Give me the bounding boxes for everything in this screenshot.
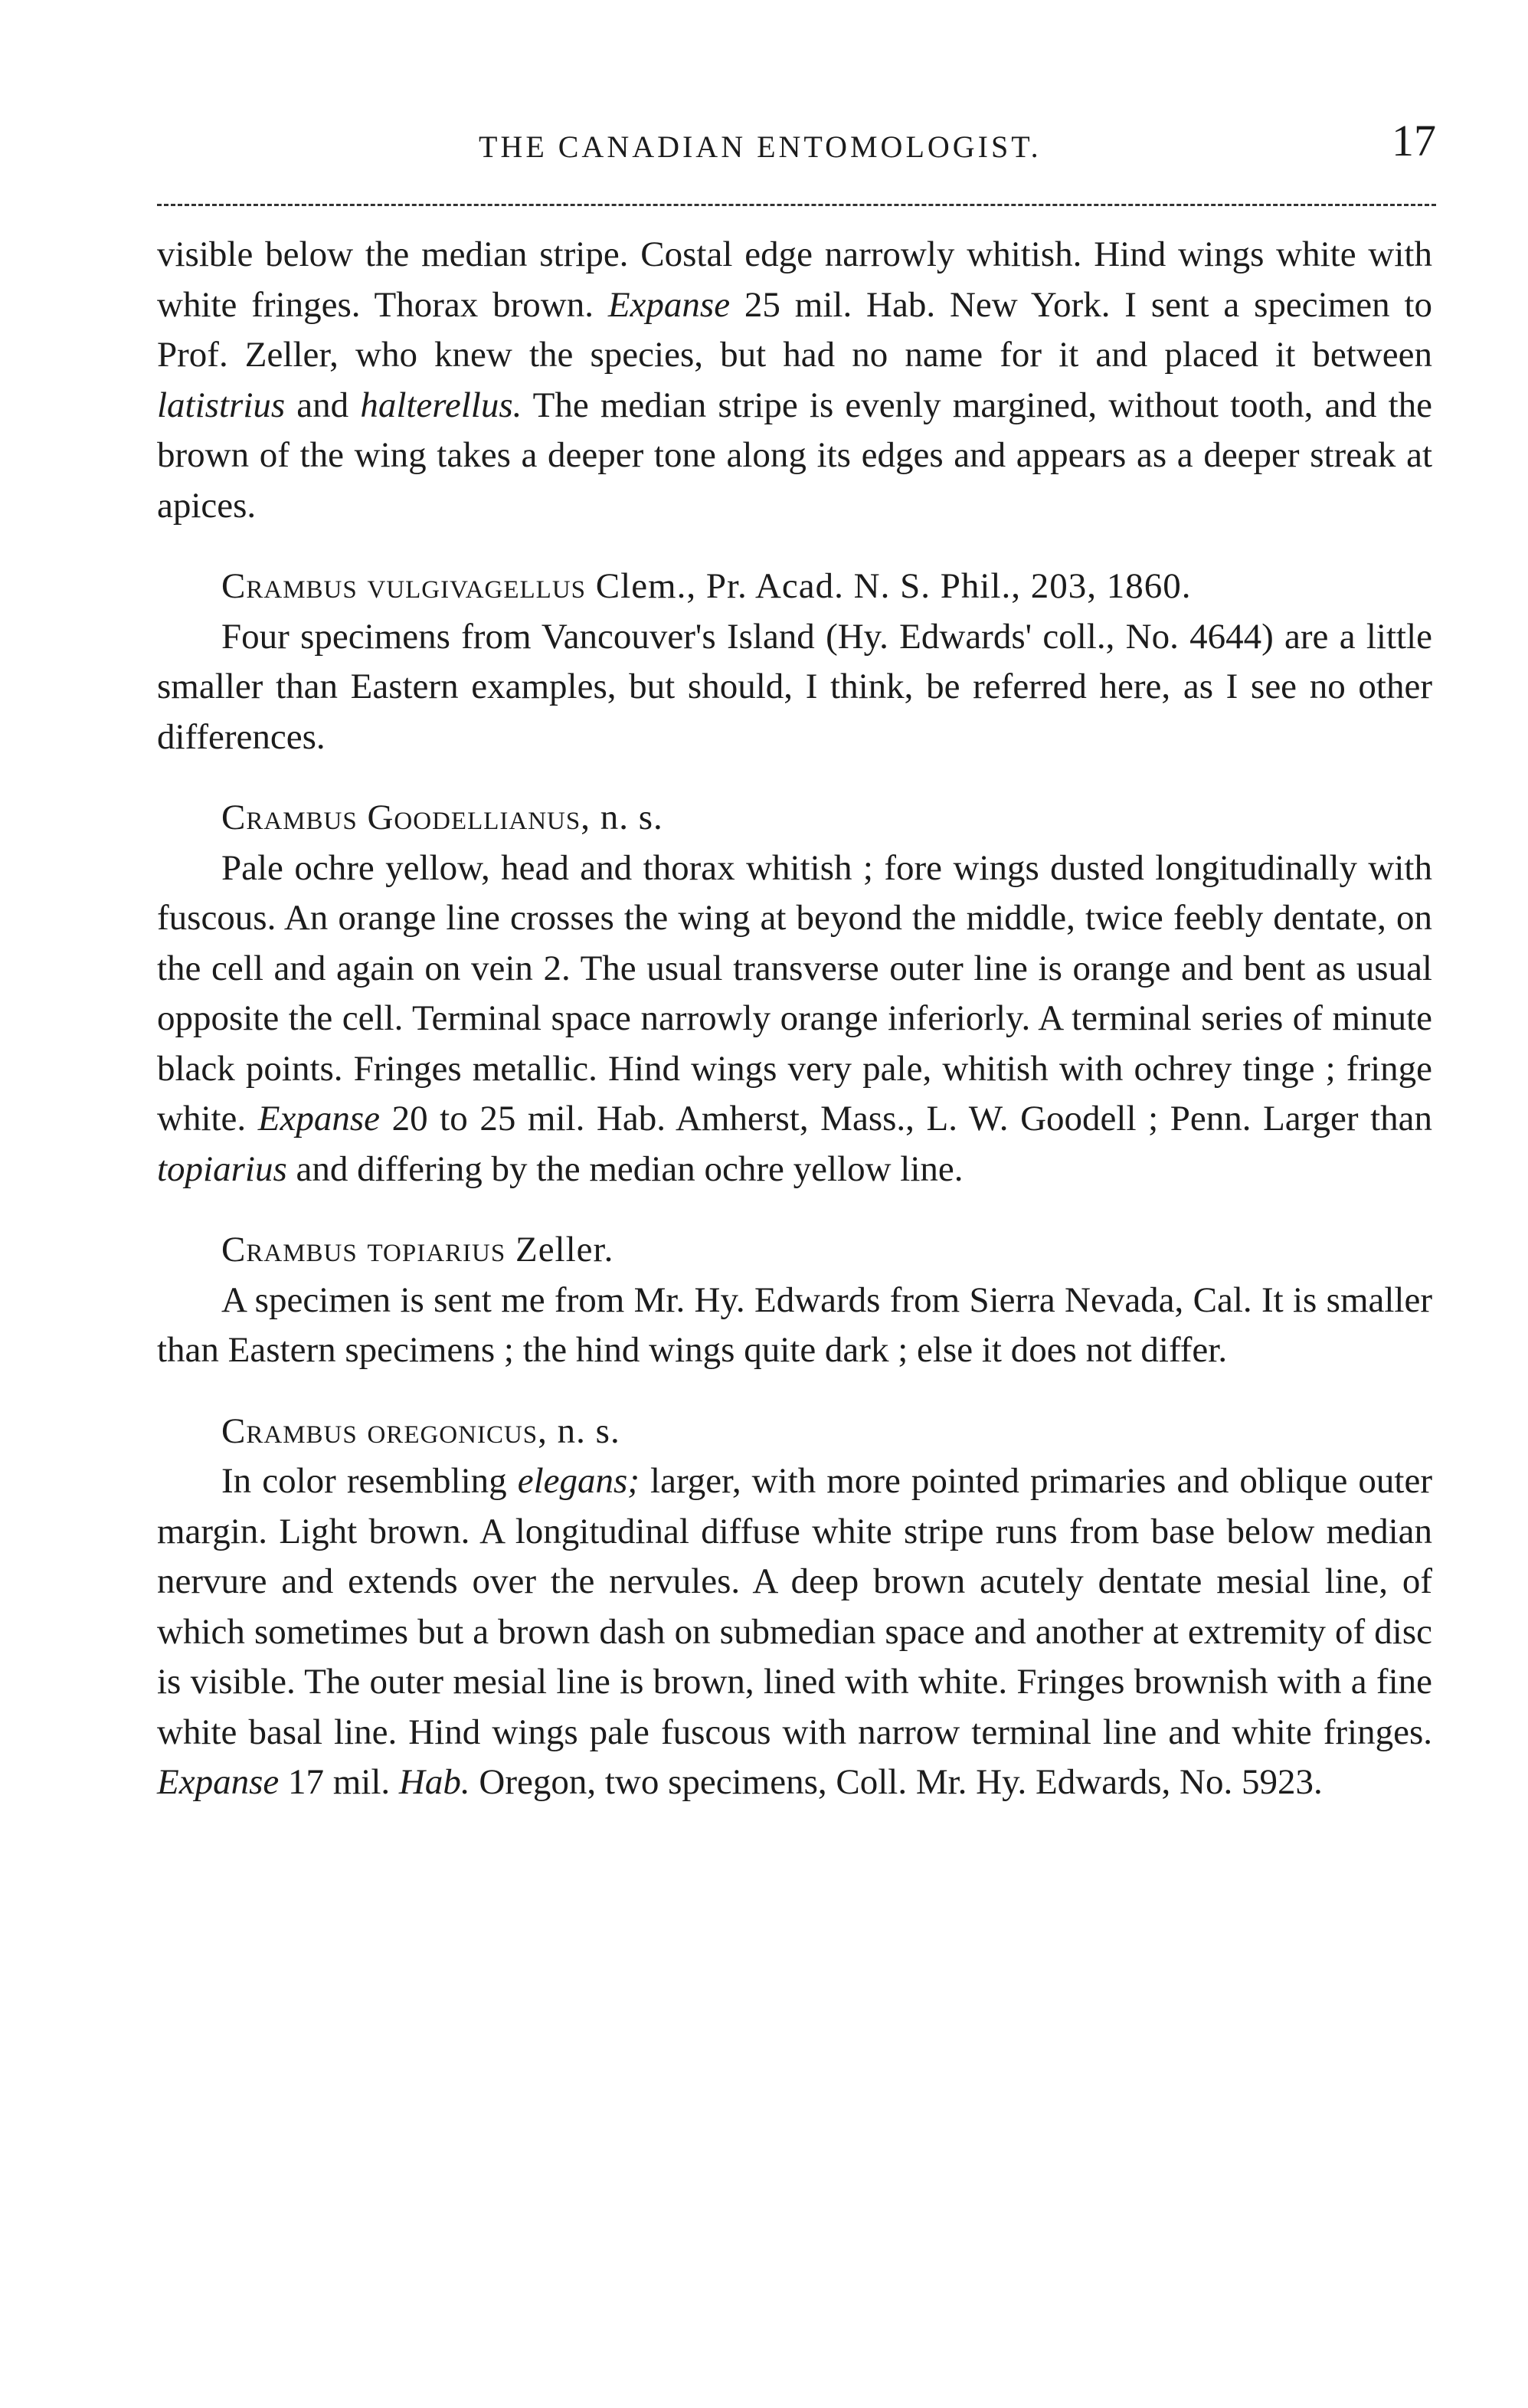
species-entry [157, 230, 1432, 531]
text-run: In color resembling [221, 1461, 518, 1501]
species-name: Crambus Goodellianus [221, 798, 581, 837]
running-title: THE CANADIAN ENTOMOLOGIST. [479, 129, 1042, 164]
text-run: and differing by the median ochre yellow line. [286, 1148, 964, 1189]
description-paragraph [157, 230, 1432, 531]
page-body [157, 230, 1432, 1808]
text-run: visible below the median stripe. Costal edge narrowly whitish. Hind wings white with white fringes. Thorax brown. [157, 234, 1432, 325]
text-run: 17 mil. [279, 1762, 399, 1802]
description-paragraph [157, 1456, 1432, 1808]
italic-text: topiarius [157, 1148, 287, 1189]
text-run: and [285, 385, 361, 425]
species-citation: , n. s. [538, 1410, 620, 1451]
text-run: The median stripe is evenly margined, without tooth, and the brown of the wing takes a deeper tone along its edges and appears as a deeper streak at apices. [157, 385, 1432, 526]
italic-text: halterellus. [360, 385, 522, 425]
species-heading [157, 1407, 1432, 1457]
italic-text: Expanse [257, 1099, 380, 1138]
species-heading [157, 1225, 1432, 1276]
description-paragraph [157, 612, 1432, 763]
italic-text: Expanse [157, 1762, 280, 1802]
species-heading [157, 793, 1432, 844]
species-entry [157, 1225, 1432, 1376]
species-heading [157, 562, 1432, 612]
species-entry [157, 562, 1432, 762]
italic-text: latistrius [157, 385, 286, 425]
species-citation: , n. s. [581, 798, 663, 837]
description-paragraph [157, 844, 1432, 1195]
text-run: A specimen is sent me from Mr. Hy. Edwards from Sierra Nevada, Cal. It is smaller than Eastern specimens ; the hind wings quite dark ; else it does not differ. [157, 1279, 1432, 1370]
species-name: Crambus vulgivagellus [221, 566, 587, 606]
page-number: 17 [1392, 116, 1436, 165]
text-run: 25 mil. Hab. New York. I sent a specimen to Prof. Zeller, who knew the species, but had no name for it and placed it between [157, 284, 1432, 375]
species-name: Crambus topiarius [221, 1230, 506, 1270]
text-run: larger, with more pointed primaries and oblique outer margin. Light brown. A longitudinal diffuse white stripe runs from base below median nervure and extends over the nervules. A deep brown acutely dentate mesial line, of which sometimes but a brown dash on submedian space and another at extremity of disc is visible. The outer mesial line is brown, lined with white. Fringes brownish with a fine white basal line. Hind wings pale fuscous with narrow terminal line and white fringes. [157, 1461, 1433, 1752]
text-run: Pale ochre yellow, head and thorax whitish ; fore wings dusted longitudinally with fuscous. An orange line crosses the wing at beyond the middle, twice feebly dentate, on the cell and again on vein 2. The usual transverse outer line is orange and bent as usual opposite the cell. Terminal space narrowly orange inferiorly. A terminal series of minute black points. Fringes metallic. Hind wings very pale, whitish with ochrey tinge ; fringe white. [157, 847, 1432, 1138]
italic-text: Expanse [607, 284, 731, 325]
text-run: Four specimens from Vancouver's Island (Hy. Edwards' coll., No. 4644) are a little smaller than Eastern examples, but should, I think, be referred here, as I see no other differences. [157, 616, 1432, 757]
header-rule [157, 204, 1436, 206]
page-header [157, 115, 1436, 169]
species-name: Crambus oregonicus [221, 1410, 538, 1451]
species-entry [157, 1407, 1432, 1808]
italic-text: Hab. [398, 1762, 470, 1802]
description-paragraph [157, 1276, 1432, 1376]
italic-text: elegans; [517, 1461, 640, 1501]
text-run: 20 to 25 mil. Hab. Amherst, Mass., L. W. Goodell ; Penn. Larger than [380, 1099, 1432, 1138]
species-entry [157, 793, 1432, 1194]
text-run: Oregon, two specimens, Coll. Mr. Hy. Edwards, No. 5923. [470, 1762, 1323, 1802]
species-citation: Clem., Pr. Acad. N. S. Phil., 203, 1860. [586, 566, 1192, 606]
species-citation: Zeller. [506, 1230, 614, 1270]
